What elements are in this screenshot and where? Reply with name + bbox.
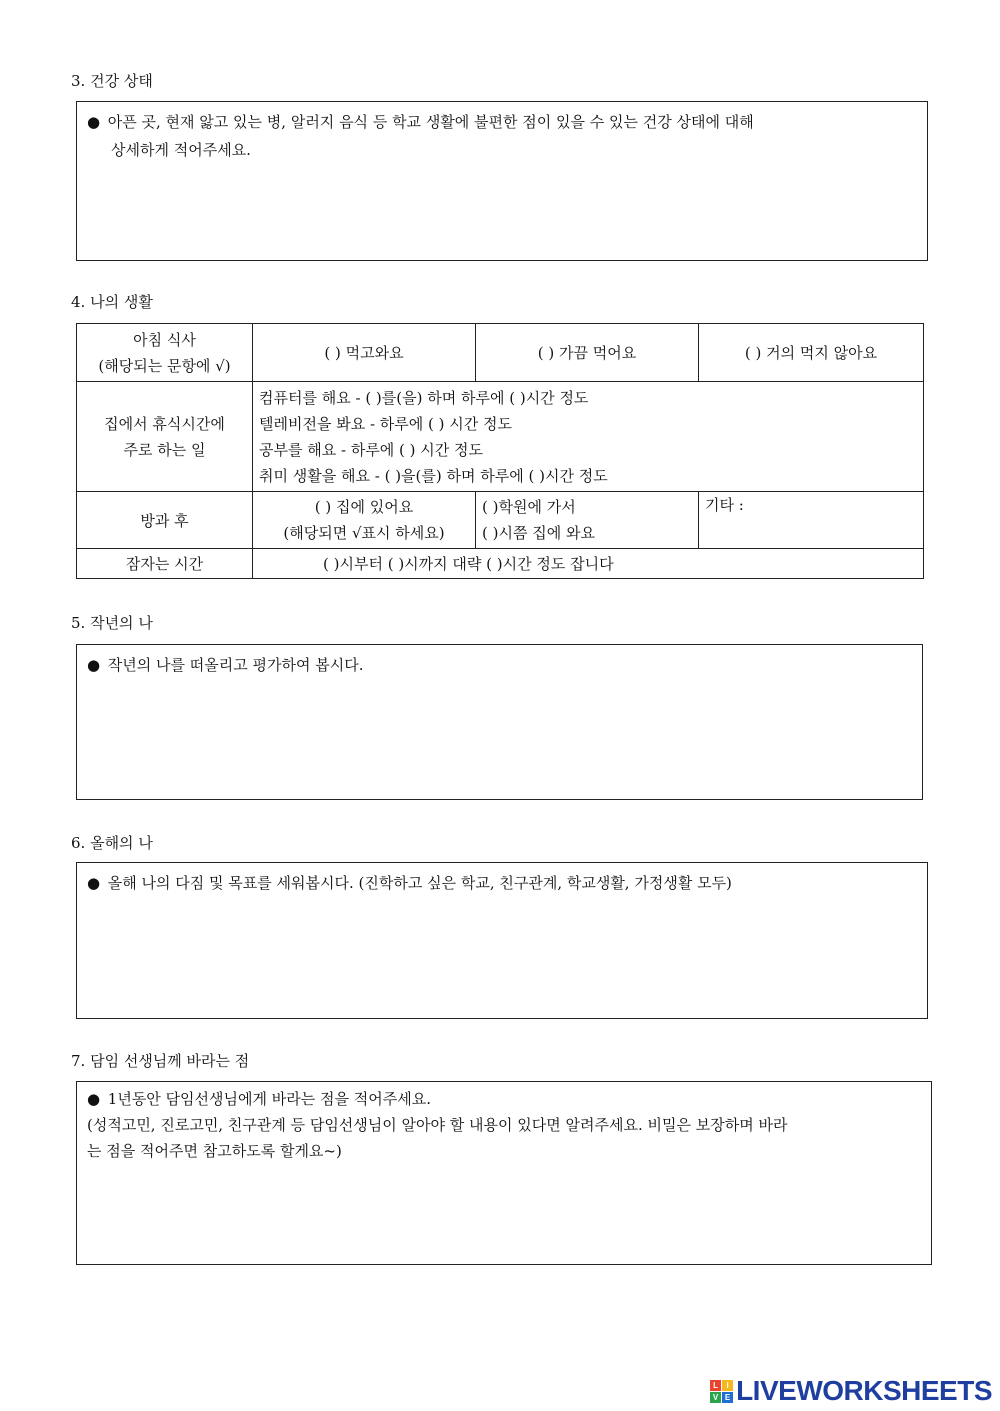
after-school-other[interactable]: 기타 : xyxy=(699,492,924,549)
this-year-instruction: ● 올해 나의 다짐 및 목표를 세워봅시다. (진학하고 싶은 학교, 친구관계, 학교생활, 가정생활 모두) xyxy=(87,869,917,897)
breakfast-option-rarely[interactable]: ( ) 거의 먹지 않아요 xyxy=(699,324,924,382)
section-3-heading: 3. 건강 상태 xyxy=(71,72,153,90)
this-year-box[interactable] xyxy=(76,862,928,1019)
sleep-label: 잠자는 시간 xyxy=(77,549,253,579)
health-instruction-line-1: ● 아픈 곳, 현재 앓고 있는 병, 알러지 음식 등 학교 생활에 불편한 점이 있을 수 있는 건강 상태에 대해 xyxy=(87,108,917,136)
breakfast-option-eat[interactable]: ( ) 먹고와요 xyxy=(253,324,476,382)
section-5-heading: 5. 작년의 나 xyxy=(71,614,153,632)
section-7-heading: 7. 담임 선생님께 바라는 점 xyxy=(71,1052,250,1070)
logo-text: LIVEWORKSHEETS xyxy=(736,1375,992,1406)
after-school-label: 방과 후 xyxy=(77,492,253,549)
home-activity-row xyxy=(77,382,924,492)
health-instruction-line-2: 상세하게 적어주세요. xyxy=(111,141,251,159)
bullet-icon: ● xyxy=(87,113,101,131)
after-school-academy[interactable]: ( )학원에 가서 ( )시쯤 집에 와요 xyxy=(476,492,699,549)
teacher-wish-instruction-2: (성적고민, 진로고민, 친구관계 등 담임선생님이 알아야 할 내용이 있다면 알려주세요. 비밀은 보장하며 바라 xyxy=(87,1116,788,1134)
after-school-home[interactable]: ( ) 집에 있어요 (해당되면 √표시 하세요) xyxy=(253,492,476,549)
hobby-line[interactable]: 취미 생활을 해요 - ( )을(를) 하며 하루에 ( )시간 정도 xyxy=(259,466,608,485)
sleep-answer[interactable]: ( )시부터 ( )시까지 대략 ( )시간 정도 잡니다 xyxy=(253,549,924,579)
after-school-row xyxy=(77,492,924,549)
teacher-wish-instruction-1: ● 1년동안 담임선생님에게 바라는 점을 적어주세요. xyxy=(87,1086,921,1112)
home-activity-answers[interactable] xyxy=(253,382,924,492)
bullet-icon: ● xyxy=(87,1090,101,1108)
sleep-row xyxy=(77,549,924,579)
tv-line[interactable]: 텔레비전을 봐요 - 하루에 ( ) 시간 정도 xyxy=(259,414,513,433)
home-activity-label: 집에서 휴식시간에 주로 하는 일 xyxy=(77,382,253,492)
section-4-heading: 4. 나의 생활 xyxy=(71,293,153,311)
study-line[interactable]: 공부를 해요 - 하루에 ( ) 시간 정도 xyxy=(259,440,484,459)
logo-mark-letter: L xyxy=(710,1380,721,1391)
last-year-box[interactable] xyxy=(76,644,923,800)
breakfast-row xyxy=(77,324,924,382)
logo-mark-letter: V xyxy=(710,1392,721,1403)
teacher-wish-instruction-3: 는 점을 적어주면 참고하도록 할게요~) xyxy=(87,1142,342,1160)
bullet-icon: ● xyxy=(87,656,101,674)
section-6-heading: 6. 올해의 나 xyxy=(71,834,153,852)
last-year-instruction: ● 작년의 나를 떠올리고 평가하여 봅시다. xyxy=(87,651,912,679)
teacher-wish-box[interactable] xyxy=(76,1081,932,1265)
computer-line[interactable]: 컴퓨터를 해요 - ( )를(을) 하며 하루에 ( )시간 정도 xyxy=(259,388,589,407)
life-table xyxy=(76,323,924,579)
logo-mark-letter: E xyxy=(722,1392,733,1403)
logo-mark-icon xyxy=(710,1380,733,1403)
bullet-icon: ● xyxy=(87,874,101,892)
logo-mark-letter: I xyxy=(722,1380,733,1391)
breakfast-option-sometimes[interactable]: ( ) 가끔 먹어요 xyxy=(476,324,699,382)
health-box[interactable] xyxy=(76,101,928,261)
breakfast-label: 아침 식사 (해당되는 문항에 √) xyxy=(77,324,253,382)
liveworksheets-logo xyxy=(710,1375,992,1407)
